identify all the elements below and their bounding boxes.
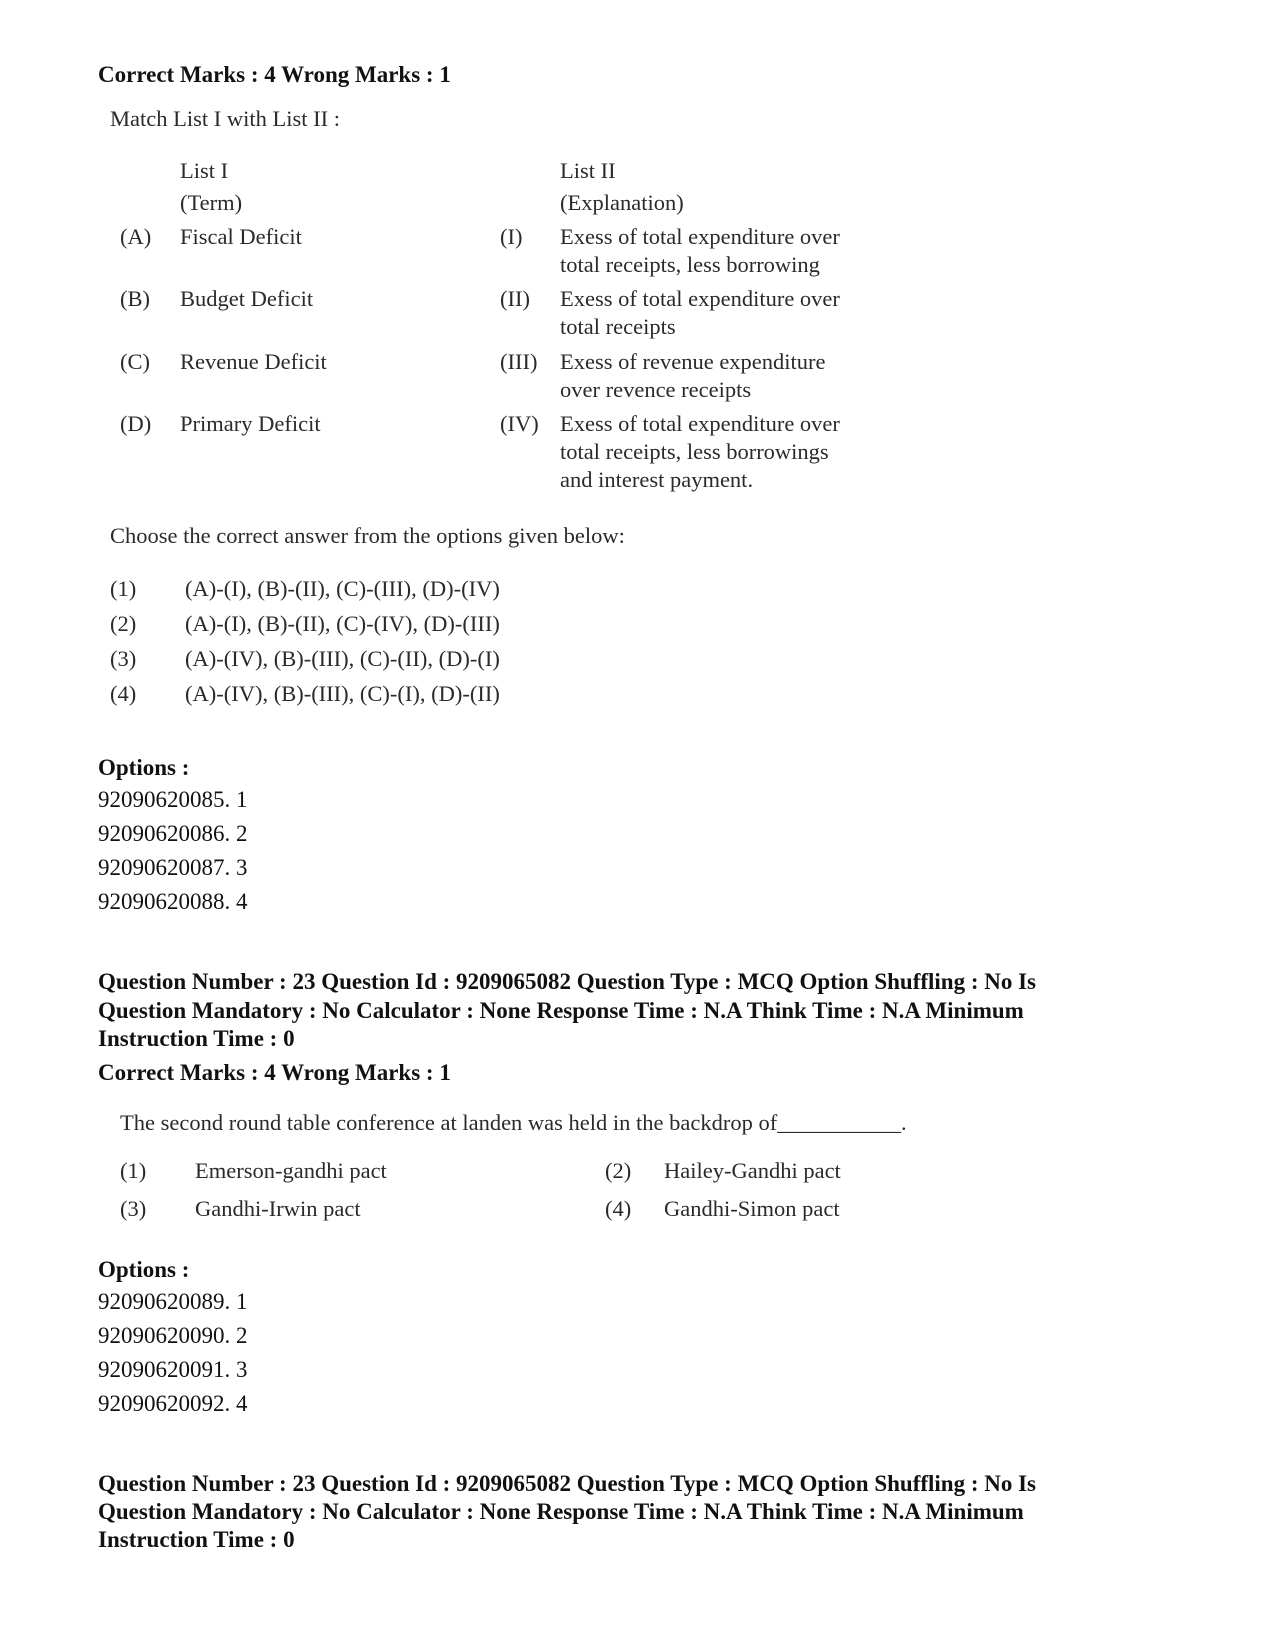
q22-option-3: 92090620087. 3 [98, 855, 248, 880]
answer-4-number: (4) [110, 681, 137, 706]
q23-option-4: 92090620092. 4 [98, 1391, 248, 1416]
q23-choice-3-number: (3) [120, 1196, 147, 1221]
q23-marks: Correct Marks : 4 Wrong Marks : 1 [98, 1060, 451, 1085]
answer-1-number: (1) [110, 576, 137, 601]
q22-option-2: 92090620086. 2 [98, 821, 248, 846]
list2-heading: List II [560, 158, 616, 183]
next-question-header-line2: Question Mandatory : No Calculator : None Response Time : N.A Think Time : N.A Minimum [98, 1499, 1024, 1524]
row-d-explanation-line1: Exess of total expenditure over [560, 411, 840, 436]
row-a-numeral: (I) [500, 224, 523, 249]
row-c-term: Revenue Deficit [180, 349, 327, 374]
answer-2-text: (A)-(I), (B)-(II), (C)-(IV), (D)-(III) [185, 611, 500, 636]
q22-marks: Correct Marks : 4 Wrong Marks : 1 [98, 62, 451, 87]
q23-options-label: Options : [98, 1257, 190, 1282]
row-d-explanation-line3: and interest payment. [560, 467, 754, 492]
row-a-term: Fiscal Deficit [180, 224, 302, 249]
list2-subheading: (Explanation) [560, 190, 684, 215]
q23-option-2: 92090620090. 2 [98, 1323, 248, 1348]
q23-choice-3-text: Gandhi-Irwin pact [195, 1196, 361, 1221]
q23-choice-1-text: Emerson-gandhi pact [195, 1158, 387, 1183]
row-c-explanation-line2: over revence receipts [560, 377, 752, 402]
row-a-key: (A) [120, 224, 152, 249]
list1-heading: List I [180, 158, 229, 183]
q22-option-4: 92090620088. 4 [98, 889, 248, 914]
row-b-explanation-line2: total receipts [560, 314, 676, 339]
q23-choice-2-text: Hailey-Gandhi pact [664, 1158, 841, 1183]
row-a-explanation-line2: total receipts, less borrowing [560, 252, 820, 277]
q22-options-label: Options : [98, 755, 190, 780]
answer-3-text: (A)-(IV), (B)-(III), (C)-(II), (D)-(I) [185, 646, 500, 671]
q23-choice-4-text: Gandhi-Simon pact [664, 1196, 840, 1221]
answer-2-number: (2) [110, 611, 137, 636]
row-b-explanation-line1: Exess of total expenditure over [560, 286, 840, 311]
q23-header-line1: Question Number : 23 Question Id : 9209065082 Question Type : MCQ Option Shuffling : No Is [98, 969, 1037, 994]
row-b-term: Budget Deficit [180, 286, 314, 311]
q23-header-line3: Instruction Time : 0 [98, 1026, 295, 1051]
row-b-numeral: (II) [500, 286, 530, 311]
row-d-key: (D) [120, 411, 152, 436]
q22-intro: Match List I with List II : [110, 106, 340, 131]
row-b-key: (B) [120, 286, 150, 311]
q22-choose-instruction: Choose the correct answer from the options given below: [110, 523, 625, 548]
row-d-numeral: (IV) [500, 411, 539, 436]
row-a-explanation-line1: Exess of total expenditure over [560, 224, 840, 249]
q23-option-1: 92090620089. 1 [98, 1289, 248, 1314]
q23-option-3: 92090620091. 3 [98, 1357, 248, 1382]
next-question-header-line3: Instruction Time : 0 [98, 1527, 295, 1552]
row-c-key: (C) [120, 349, 150, 374]
row-d-term: Primary Deficit [180, 411, 321, 436]
q23-choice-1-number: (1) [120, 1158, 147, 1183]
q22-option-1: 92090620085. 1 [98, 787, 248, 812]
answer-3-number: (3) [110, 646, 137, 671]
q23-question: The second round table conference at landen was held in the backdrop of___________. [120, 1110, 907, 1135]
row-d-explanation-line2: total receipts, less borrowings [560, 439, 829, 464]
answer-1-text: (A)-(I), (B)-(II), (C)-(III), (D)-(IV) [185, 576, 500, 601]
q23-choice-2-number: (2) [605, 1158, 632, 1183]
row-c-numeral: (III) [500, 349, 538, 374]
next-question-header-line1: Question Number : 23 Question Id : 9209065082 Question Type : MCQ Option Shuffling : No Is [98, 1471, 1037, 1496]
answer-4-text: (A)-(IV), (B)-(III), (C)-(I), (D)-(II) [185, 681, 500, 706]
row-c-explanation-line1: Exess of revenue expenditure [560, 349, 826, 374]
q23-choice-4-number: (4) [605, 1196, 632, 1221]
q23-header-line2: Question Mandatory : No Calculator : None Response Time : N.A Think Time : N.A Minimum [98, 998, 1024, 1023]
list1-subheading: (Term) [180, 190, 243, 215]
